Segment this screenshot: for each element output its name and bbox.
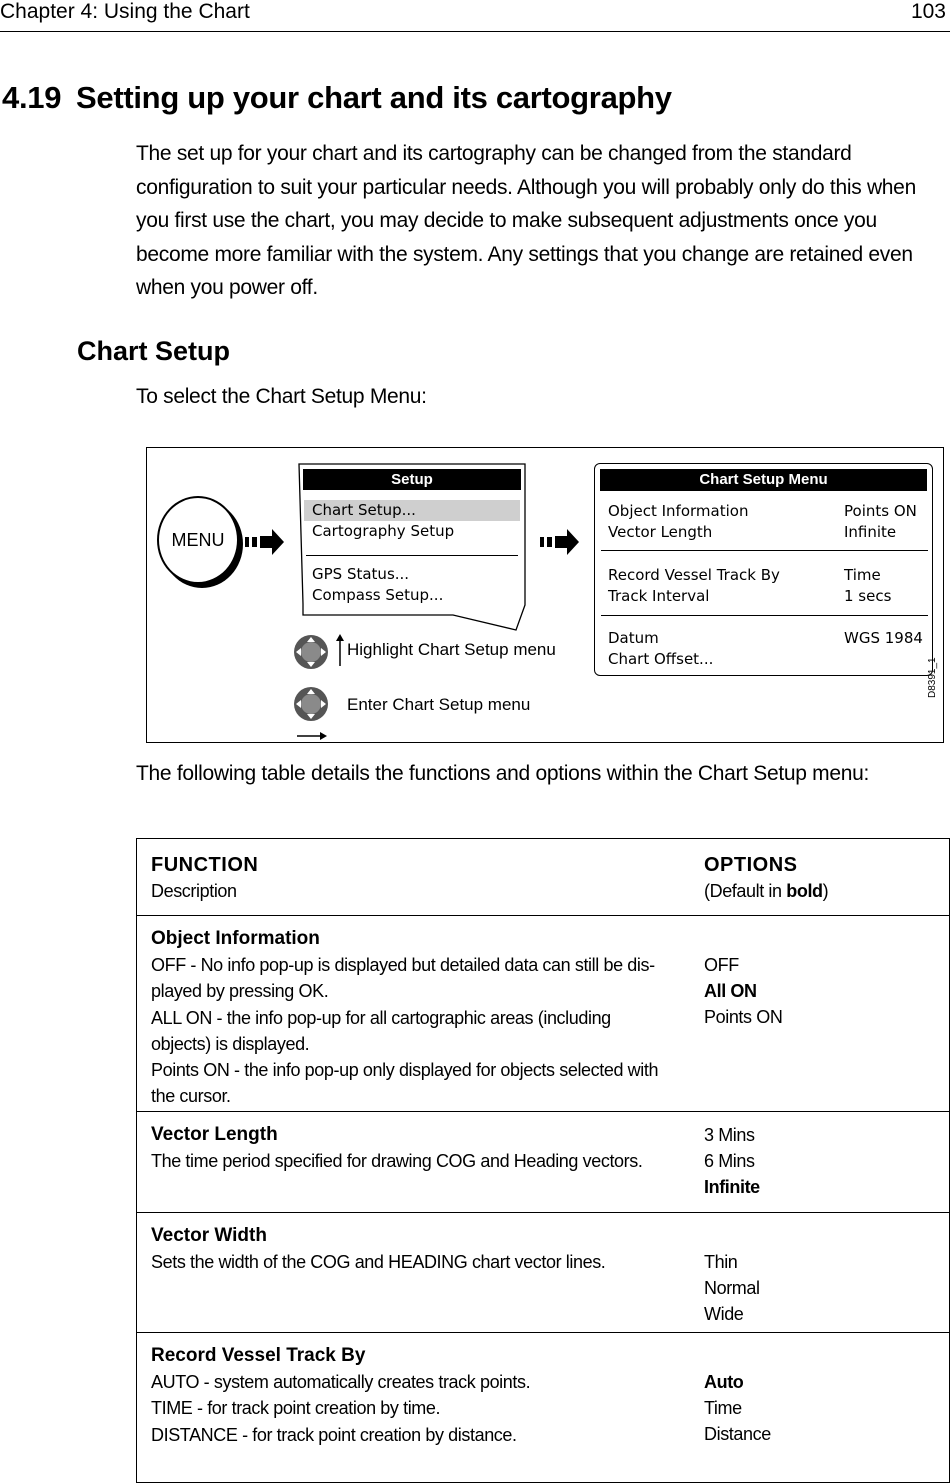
function-name: Object Information [151,928,320,949]
function-desc-line: played by pressing OK. [151,981,329,1002]
setup-item-cartography[interactable]: Cartography Setup [312,522,455,540]
option-value-default: All ON [704,981,757,1002]
setup-menu-panel [298,463,526,633]
function-table [136,838,950,1483]
menu-row[interactable] [595,628,934,649]
section-heading [2,80,672,116]
menu-divider [601,615,928,616]
trackpad-icon [293,686,329,727]
table-row [137,1112,950,1213]
option-value: Thin [704,1252,738,1272]
step-enter-label: Enter Chart Setup menu [347,695,531,714]
function-desc-line: OFF - No info pop-up is displayed but detailed data can still be dis- [151,955,655,976]
menu-row-label: Track Interval [608,587,710,605]
option-value: 6 Mins [704,1151,755,1172]
running-header-chapter: Chapter 4: Using the Chart [0,0,250,23]
section-title: Setting up your chart and its cartography [76,80,672,115]
menu-row[interactable] [595,649,934,670]
option-value: 3 Mins [704,1125,755,1145]
section-number: 4.19 [2,80,62,115]
option-value: Points ON [704,1007,783,1028]
col-function-header: FUNCTION [151,854,259,876]
chart-setup-menu-panel [594,463,933,676]
option-value: Normal [704,1278,760,1299]
option-value: Wide [704,1304,744,1325]
arrow-right-icon [540,528,580,556]
menu-row-value: 1 secs [844,587,892,605]
menu-row[interactable] [595,586,934,607]
menu-button[interactable] [157,496,239,584]
menu-row-label: Object Information [608,502,749,520]
header-rule [0,31,950,32]
table-row [137,1213,950,1333]
option-value-default: Auto [704,1372,744,1392]
function-desc-line: objects) is displayed. [151,1033,310,1054]
menu-row-value: Points ON [844,502,917,520]
setup-item-chart-setup[interactable]: Chart Setup... [304,500,520,521]
menu-row-label: Vector Length [608,523,713,541]
function-desc-line: DISTANCE - for track point creation by distance. [151,1424,517,1445]
setup-item-gps-status[interactable]: GPS Status... [312,565,410,583]
function-desc-line: TIME - for track point creation by time. [151,1398,441,1419]
arrow-right-icon [297,728,327,746]
default-note-bold: bold [786,881,823,902]
arrow-right-icon [245,528,285,556]
col-default-note [704,878,949,904]
option-value-default: Infinite [704,1177,760,1198]
table-header-row [137,839,950,916]
trackpad-icon [293,634,329,675]
instruction-text: To select the Chart Setup Menu: [136,385,427,408]
function-desc-line: Points ON - the info pop-up only displayed for objects selected with [151,1060,659,1081]
option-value: Time [704,1398,742,1419]
menu-row-label: Chart Offset... [608,650,714,668]
menu-row-value: WGS 1984 [844,629,923,647]
menu-row-label: Datum [608,629,659,647]
step-highlight-label: Highlight Chart Setup menu [347,640,556,659]
function-desc-line: Sets the width of the COG and HEADING chart vector lines. [151,1252,606,1273]
menu-divider [601,550,928,551]
setup-item-compass[interactable]: Compass Setup... [312,586,444,604]
menu-row[interactable] [595,522,934,543]
intro-paragraph: The set up for your chart and its cartography can be changed from the standard configuration to suit your particular needs. Although you will probably only do this when you first use the chart, you may decide to make subsequent adjustments once you become more familiar with the system. Any settings that you change are retained even when you power off. [136,142,916,299]
col-description-header: Description [151,881,237,902]
function-name: Vector Width [151,1225,267,1246]
menu-row[interactable] [595,501,934,522]
menu-row-label: Record Vessel Track By [608,566,780,584]
menu-row-value: Time [844,566,881,584]
function-desc-line: the cursor. [151,1086,231,1107]
arrow-up-icon [335,634,345,671]
chart-setup-menu-title: Chart Setup Menu [600,469,927,491]
function-desc-line: AUTO - system automatically creates track points. [151,1372,531,1393]
function-name: Vector Length [151,1124,278,1145]
menu-row-value: Infinite [844,523,897,541]
default-note-prefix: (Default in [704,881,787,902]
option-value: OFF [704,955,739,975]
option-value: Distance [704,1424,771,1445]
menu-divider [306,555,518,556]
setup-menu-title: Setup [303,469,521,490]
function-desc-line: The time period specified for drawing COG and Heading vectors. [151,1151,643,1172]
table-row [137,1333,950,1483]
figure-code: D8391_1 [927,657,938,698]
setup-figure [146,447,944,743]
menu-button-label: MENU [171,529,225,550]
subsection-title: Chart Setup [77,336,231,366]
col-options-header: OPTIONS [704,854,798,876]
page-number: 103 [910,0,946,23]
function-desc-line: ALL ON - the info pop-up for all cartographic areas (including [151,1007,611,1028]
function-name: Record Vessel Track By [151,1345,366,1366]
default-note-suffix: ) [822,881,829,902]
table-intro-text: The following table details the functions and options within the Chart Setup menu: [136,762,870,785]
table-row [137,916,950,1112]
menu-row[interactable] [595,565,934,586]
